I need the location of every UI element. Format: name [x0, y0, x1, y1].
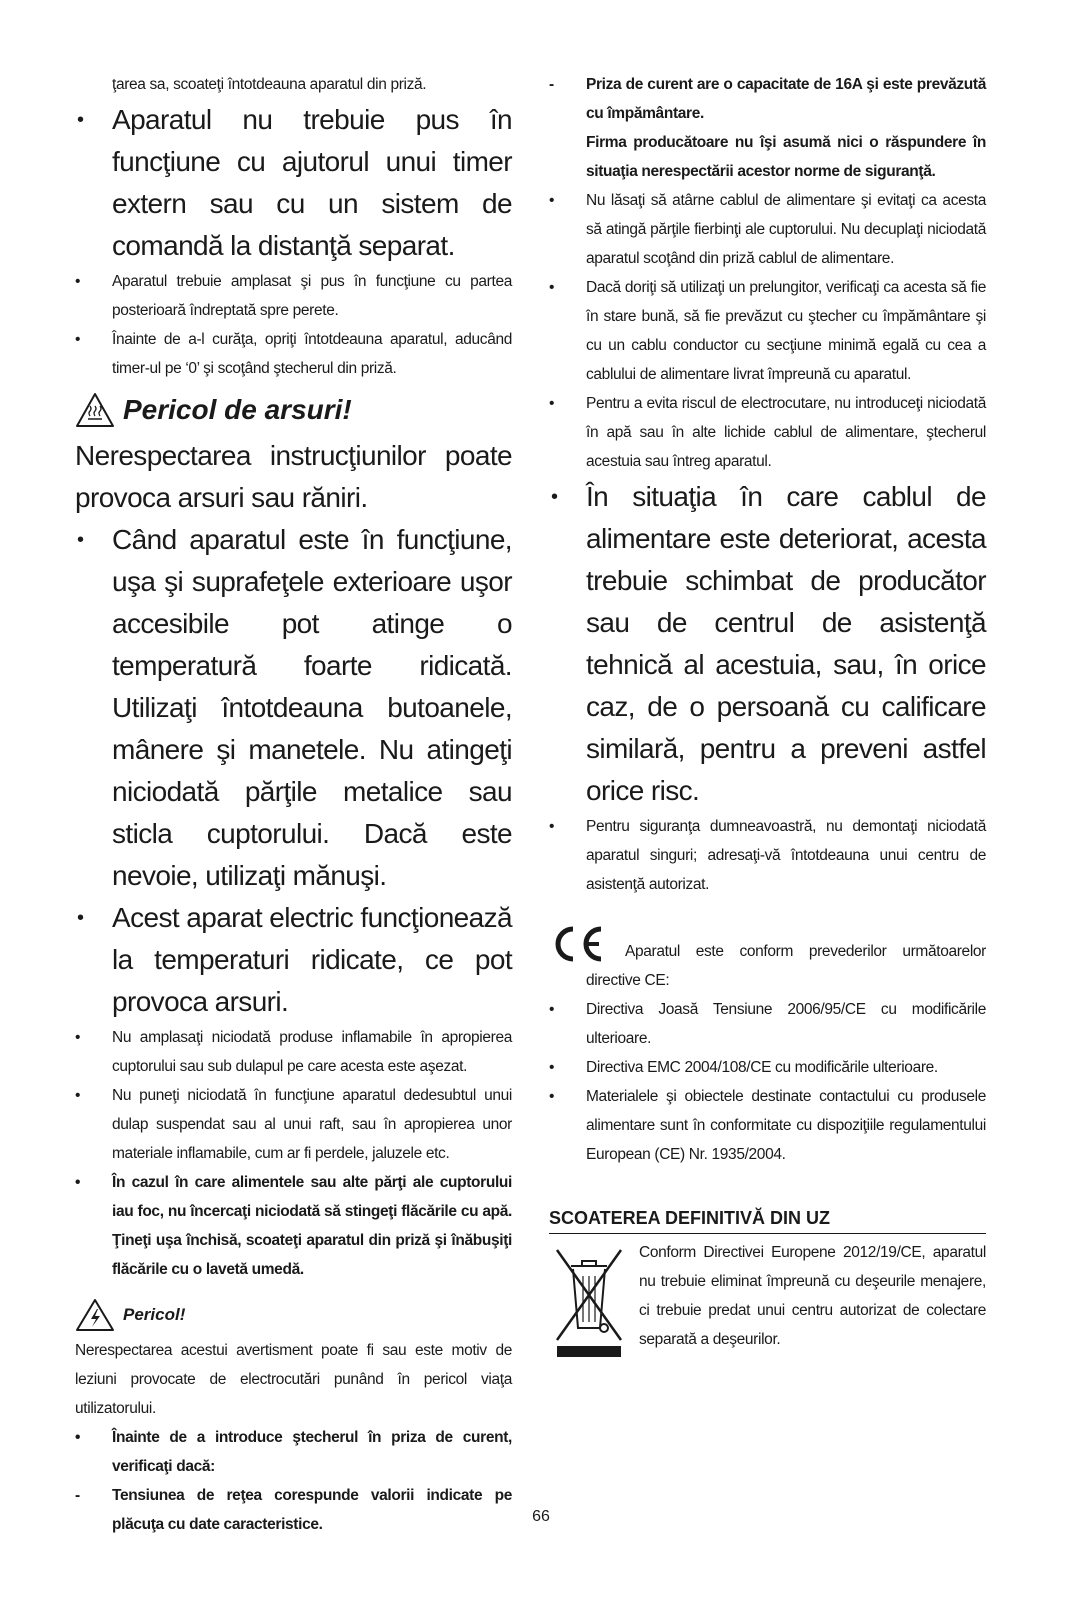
danger-warning-heading [75, 1294, 512, 1336]
list-item: • Înainte de a-l curăţa, opriţi întotdeauna aparatul, aducând timer-ul pe ‘0’ şi scoţând ştecherul din priză. [75, 331, 512, 377]
burn-intro: Nerespectarea instrucţiunilor poate provoca arsuri sau răniri. [75, 440, 512, 513]
list-item: • În situaţia în care cablul de alimentare este deteriorat, acesta trebuie schimbat de producător sau de centrul de asistenţă tehnică al acestuia, sau, în orice caz, de o persoană cu calificare similară, pentru a preveni astfel orice risc. [551, 481, 986, 806]
list-item: • Materialele şi obiectele destinate contactului cu produsele alimentare sunt în conformitate cu dispoziţiile regulamentului European (CE) Nr. 1935/2004. [549, 1088, 986, 1163]
disposal-text: Conform Directivei Europene 2012/19/CE, aparatul nu trebuie eliminat împreună cu deşeurile menajere, ci trebuie predat unui centru autorizat de colectare separată a deşeurilor. [639, 1244, 986, 1348]
danger-heading-text: Pericol! [123, 1305, 186, 1324]
list-item: • Directiva Joasă Tensiune 2006/95/CE cu modificările ulterioare. [549, 1001, 986, 1047]
list-item: • Nu puneţi niciodată în funcţiune aparatul dedesubtul unui dulap suspendat sau al unui raft, sau în apropierea unor materiale inflamabile, cum ar fi perdele, jaluzele etc. [75, 1087, 512, 1162]
list-item: • Directiva EMC 2004/108/CE cu modificările ulterioare. [549, 1059, 938, 1076]
page-number: 66 [532, 1508, 550, 1525]
crossed-bin-icon [549, 1242, 629, 1360]
disposal-block [549, 1238, 986, 1360]
burn-warning-heading [75, 387, 512, 433]
list-item: • Dacă doriţi să utilizaţi un prelungitor, verificaţi ca acesta să fie în stare bună, să fie prevăzut cu ştecher cu împământare şi cu un cablu conductor cu secţiune minimă egală cu cea a cablului de alimentare livrat împreună cu aparatul. [549, 279, 986, 383]
list-item: • Aparatul trebuie amplasat şi pus în funcţiune cu partea posterioară îndreptată spre perete. [75, 273, 512, 319]
disposal-heading: SCOATEREA DEFINITIVĂ DIN UZ [549, 1205, 986, 1234]
list-item: • Nu amplasaţi niciodată produse inflamabile în apropierea cuptorului sau sub dulapul pe care acesta este aşezat. [75, 1029, 512, 1075]
list-item: • În cazul în care alimentele sau alte părţi ale cuptorului iau foc, nu încercaţi niciodată să stingeţi flăcările cu apă. Ţineţi uşa închisă, scoateţi aparatul din priză şi înăbuşiţi flăcările cu o lavetă umedă. [75, 1174, 512, 1278]
list-item: • Nu lăsaţi să atârne cablul de alimentare şi evitaţi ca acesta să atingă părţile fierbinţi ale cuptorului. Nu decuplaţi niciodată aparatul scoţând din priză cablul de alimentare. [549, 192, 986, 267]
list-item: • Pentru siguranţa dumneavoastră, nu demontaţi niciodată aparatul singuri; adresaţi-vă întotdeauna unui centru de asistenţă autorizat. [549, 818, 986, 893]
hot-surface-warning-icon [75, 392, 115, 428]
ce-text: Aparatul este conform prevederilor următoarelor directive CE: [586, 943, 986, 989]
list-item: • Înainte de a introduce ştecherul în priza de curent, verificaţi dacă: [75, 1429, 512, 1475]
electric-shock-warning-icon [75, 1298, 115, 1332]
ce-conformity-block [549, 937, 986, 995]
list-item: • Pentru a evita riscul de electrocutare, nu introduceţi niciodată în apă sau în alte lichide cablul de alimentare, ştecherul acestuia sau întreg aparatul. [549, 395, 986, 470]
right-column [549, 70, 986, 1360]
list-item: • Când aparatul este în funcţiune, uşa şi suprafeţele exterioare uşor accesibile pot atinge o temperatură foarte ridicată. Utilizaţi întotdeauna butoanele, mânere şi manetele. Nu atingeţi niciodată părţile metalice sau sticla cuptorului. Dacă este nevoie, utilizaţi mănuşi. [77, 524, 512, 891]
list-item: - Tensiunea de reţea corespunde valorii indicate pe plăcuţa cu date caracteristice. [75, 1487, 512, 1533]
list-item: • Aparatul nu trebuie pus în funcţiune cu ajutorul unui timer extern sau cu un sistem de comandă la distanţă separat. [77, 104, 512, 261]
burn-heading-text: Pericol de arsuri! [123, 394, 352, 425]
left-column [75, 70, 512, 1539]
danger-intro: Nerespectarea acestui avertisment poate fi sau este motiv de leziuni provocate de electrocutări punând în pericol viaţa utilizatorului. [75, 1342, 512, 1417]
list-item: • Acest aparat electric funcţionează la temperaturi ridicate, ce pot provoca arsuri. [77, 902, 512, 1017]
list-item: - Priza de curent are o capacitate de 16A şi este prevăzută cu împământare. Firma producătoare nu îşi asumă nici o răspundere în situaţia nerespectării acestor norme de siguranţă. [549, 76, 986, 180]
continuation-text: ţarea sa, scoateţi întotdeauna aparatul din priză. [112, 76, 427, 93]
ce-mark-icon [549, 923, 607, 965]
